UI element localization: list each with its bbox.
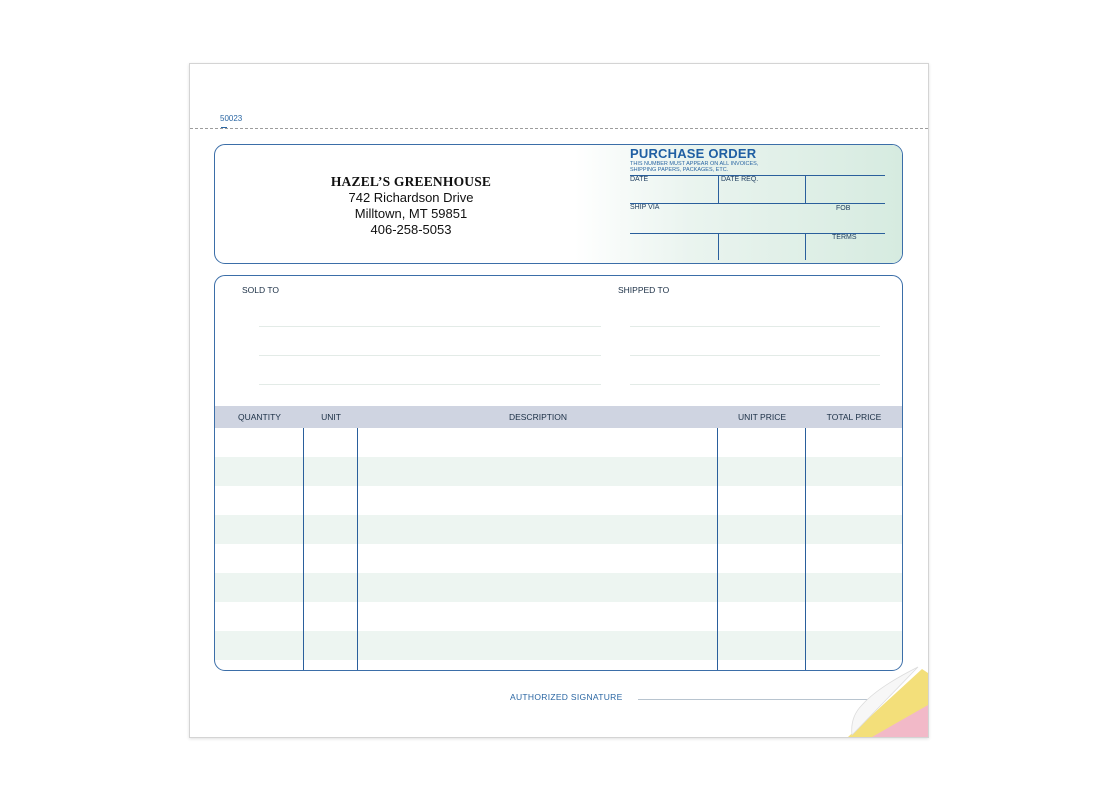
po-grid-vline-a [718, 175, 719, 203]
column-total-price: TOTAL PRICE [826, 412, 882, 422]
company-address-line1: 742 Richardson Drive [348, 190, 474, 205]
company-address-line2: Milltown, MT 59851 [354, 206, 468, 221]
po-grid-vline-b [805, 175, 806, 203]
sold-to-line-2 [259, 355, 601, 356]
sold-to-line-3 [259, 384, 601, 385]
field-fob-label: FOB [836, 205, 851, 212]
column-description: DESCRIPTION [508, 412, 568, 422]
field-date-label: DATE [630, 176, 649, 183]
field-terms-label: TERMS [832, 234, 857, 241]
company-block [311, 174, 511, 238]
form-number: 50023 [220, 114, 243, 123]
sold-to-line-1 [259, 326, 601, 327]
shipped-to-line-3 [630, 384, 880, 385]
shipped-to-label: SHIPPED TO [618, 285, 670, 295]
field-date-req-label: DATE REQ. [721, 176, 759, 183]
column-divider-3 [717, 428, 718, 670]
column-quantity: QUANTITY [238, 412, 281, 422]
column-divider-4 [805, 428, 806, 670]
purchase-order-notice [630, 161, 810, 173]
company-name: HAZEL’S GREENHOUSE [330, 174, 492, 189]
po-grid-vline-d [805, 233, 806, 260]
po-grid-line-mid1 [630, 203, 885, 204]
po-grid-vline-c [718, 233, 719, 260]
column-header-band [215, 406, 902, 428]
company-phone: 406-258-5053 [370, 222, 452, 237]
perforation-line [190, 128, 928, 129]
column-unit-price: UNIT PRICE [737, 412, 787, 422]
main-box [214, 275, 903, 671]
header-box [214, 144, 903, 264]
carbon-copy-curl [848, 665, 928, 737]
purchase-order-title: PURCHASE ORDER [630, 146, 757, 161]
purchase-order-form [189, 63, 929, 738]
authorized-signature-label: AUTHORIZED SIGNATURE [510, 692, 623, 702]
row-stripe [215, 573, 902, 602]
row-stripe [215, 631, 902, 660]
column-unit: UNIT [321, 412, 341, 422]
notice-line1: THIS NUMBER MUST APPEAR ON ALL INVOICES, [630, 161, 759, 167]
column-divider-2 [357, 428, 358, 670]
row-stripe [215, 515, 902, 544]
shipped-to-line-1 [630, 326, 880, 327]
authorized-signature-line [638, 699, 868, 700]
field-ship-via-label: SHIP VIA [630, 204, 660, 211]
notice-line2: SHIPPING PAPERS, PACKAGES, ETC. [630, 167, 729, 173]
row-stripe [215, 457, 902, 486]
column-divider-1 [303, 428, 304, 670]
shipped-to-line-2 [630, 355, 880, 356]
sold-to-label: SOLD TO [242, 285, 280, 295]
